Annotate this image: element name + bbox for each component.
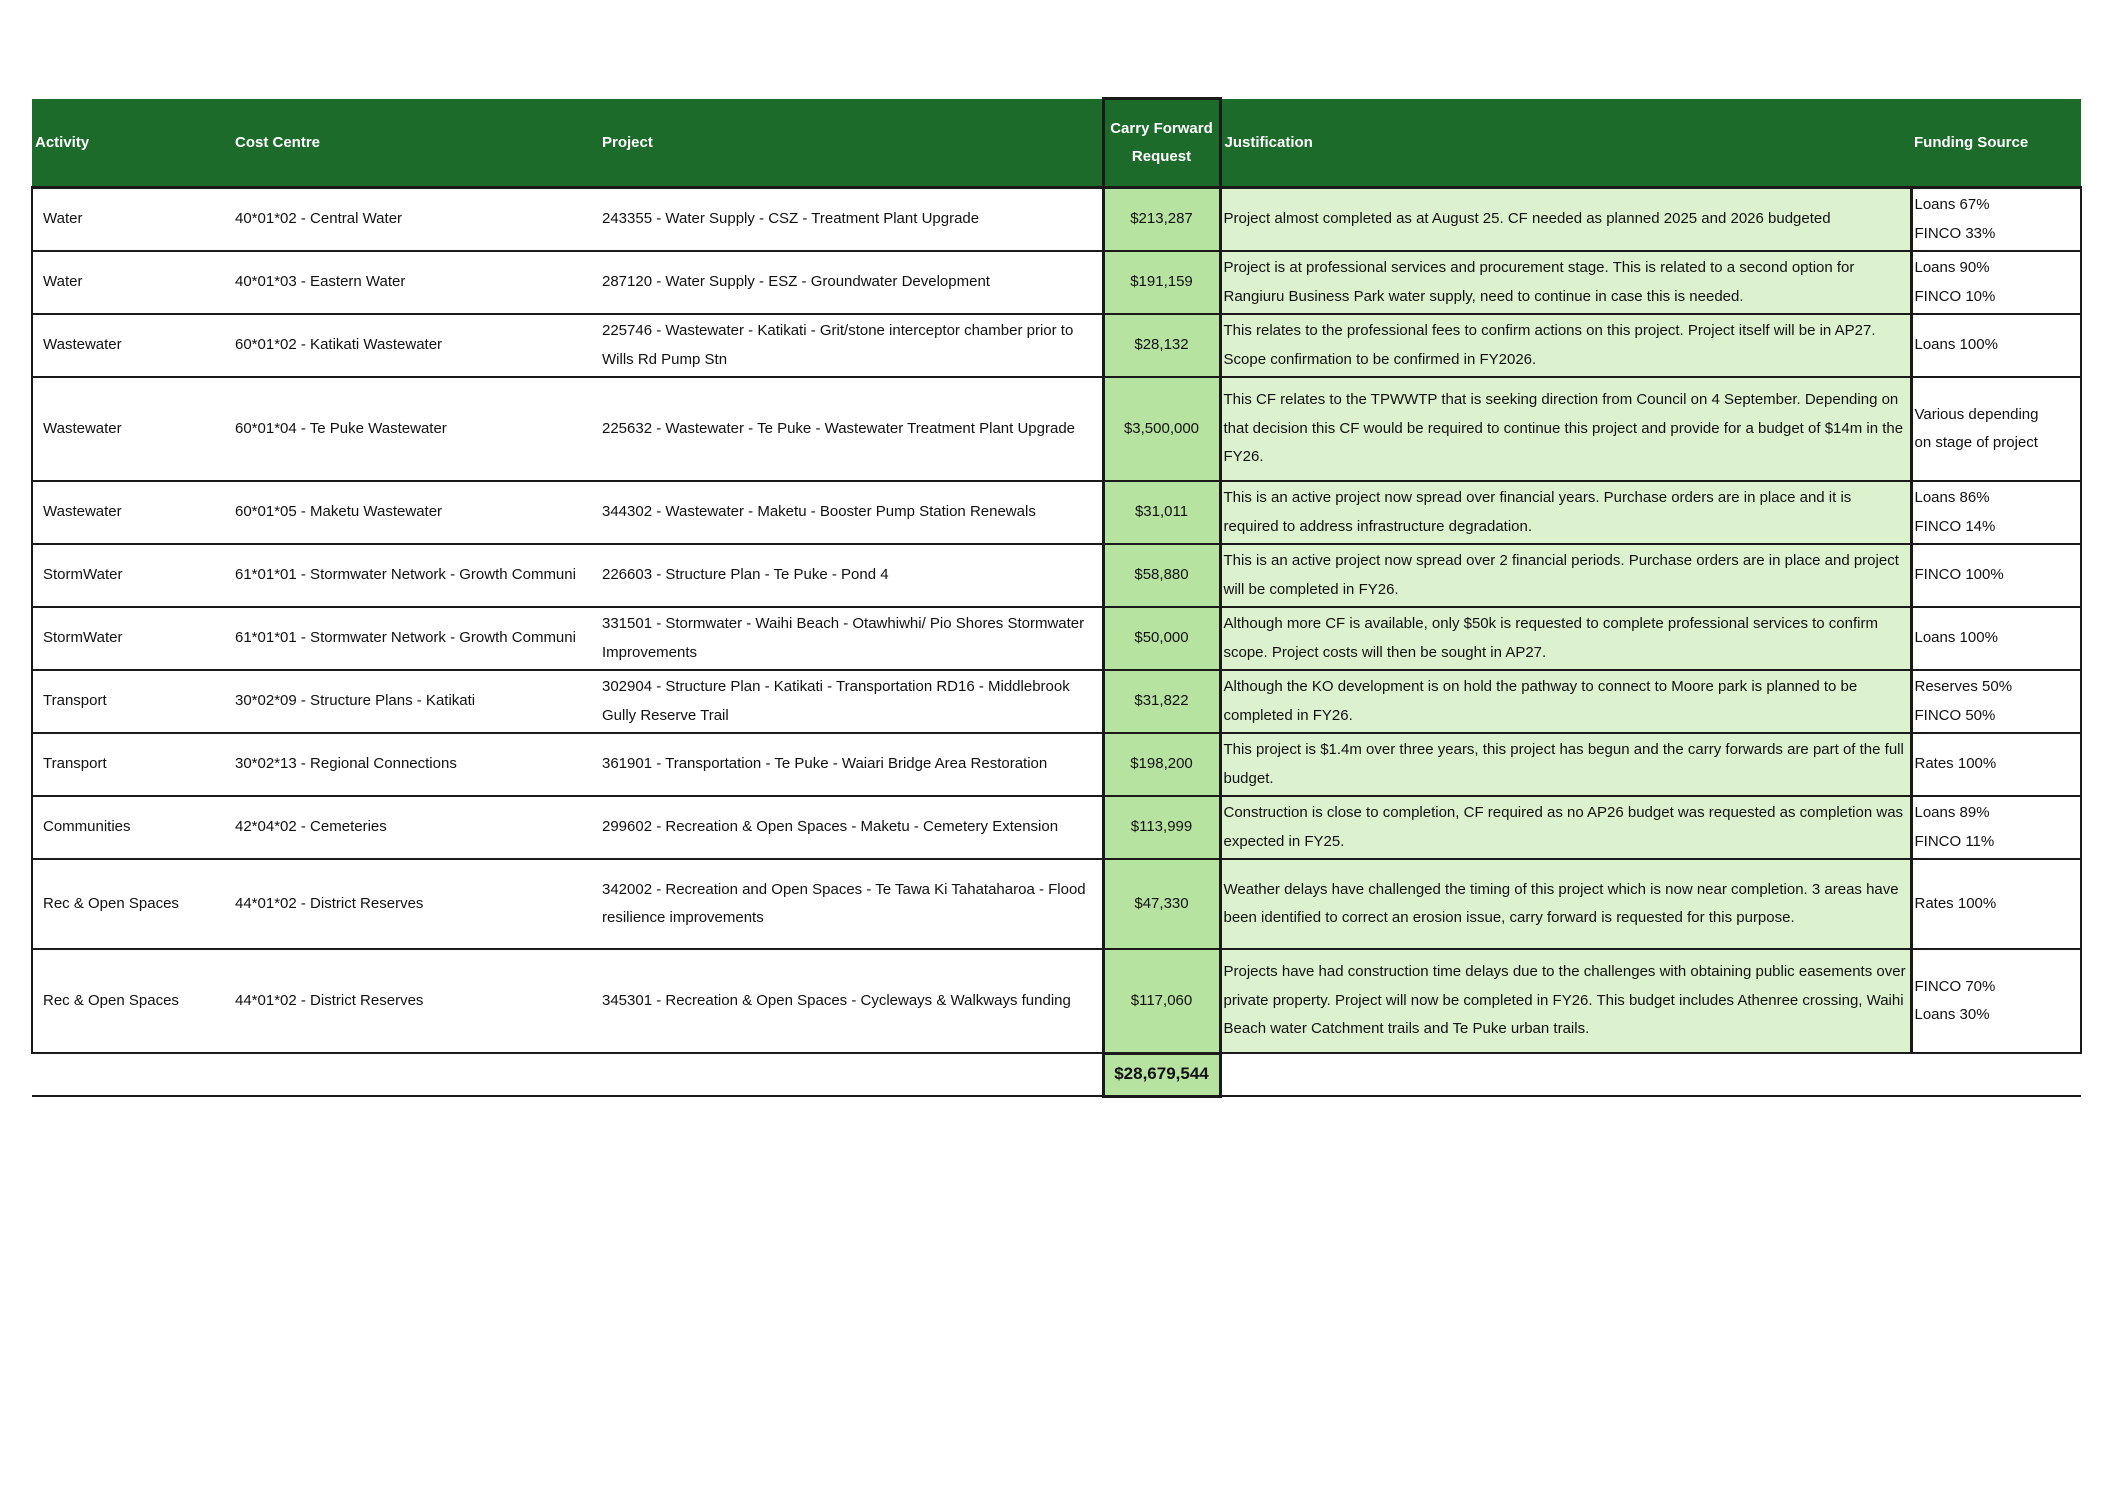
cell-activity: Wastewater — [32, 314, 232, 377]
funding-line: Loans 100% — [1914, 336, 1998, 354]
carry-forward-sheet — [31, 97, 2080, 1098]
cell-carry-forward-amount: $117,060 — [1103, 949, 1220, 1053]
total-amount: $28,679,544 — [1103, 1053, 1220, 1096]
cell-cost-centre: 60*01*02 - Katikati Wastewater — [232, 314, 599, 377]
cell-justification: This is an active project now spread over 2 financial periods. Purchase orders are in place and project will be completed in FY26. — [1220, 544, 1911, 607]
cell-justification: This relates to the professional fees to confirm actions on this project. Project itself will be in AP27. Scope confirmation to be confirmed in FY2026. — [1220, 314, 1911, 377]
cell-carry-forward-amount: $31,822 — [1103, 670, 1220, 733]
cell-funding-source — [1911, 859, 2081, 949]
cell-activity: Rec & Open Spaces — [32, 949, 232, 1053]
funding-line: Rates 100% — [1914, 894, 1997, 912]
cell-justification: Construction is close to completion, CF required as no AP26 budget was requested as completion was expected in FY25. — [1220, 796, 1911, 859]
cell-funding-source — [1911, 314, 2081, 377]
funding-line: Reserves 50% — [1914, 678, 2013, 695]
cell-justification: This project is $1.4m over three years, this project has begun and the carry forwards are part of the full budget. — [1220, 733, 1911, 796]
cell-funding-source — [1911, 188, 2081, 252]
cell-funding-source — [1911, 481, 2081, 544]
cell-cost-centre: 30*02*09 - Structure Plans - Katikati — [232, 670, 599, 733]
header-justification: Justification — [1220, 99, 1911, 188]
header-carry-forward-request — [1103, 99, 1220, 188]
header-row — [32, 99, 2081, 188]
cell-carry-forward-amount: $198,200 — [1103, 733, 1220, 796]
funding-line: FINCO 14% — [1914, 517, 1996, 535]
cell-project: 225746 - Wastewater - Katikati - Grit/stone interceptor chamber prior to Wills Rd Pump Stn — [599, 314, 1103, 377]
cell-activity: Wastewater — [32, 481, 232, 544]
cell-project: 331501 - Stormwater - Waihi Beach - Otawhiwhi/ Pio Shores Stormwater Improvements — [599, 607, 1103, 670]
table-body — [32, 188, 2081, 1097]
cell-funding-source — [1911, 544, 2081, 607]
cell-funding-source — [1911, 733, 2081, 796]
cell-cost-centre: 60*01*05 - Maketu Wastewater — [232, 481, 599, 544]
cell-funding-source — [1911, 670, 2081, 733]
cell-justification: This is an active project now spread over financial years. Purchase orders are in place and it is required to address infrastructure degradation. — [1220, 481, 1911, 544]
funding-line: Loans 89% — [1914, 804, 1990, 821]
funding-line: FINCO 50% — [1914, 706, 1996, 724]
header-cost-centre: Cost Centre — [232, 99, 599, 188]
cell-justification: Although more CF is available, only $50k is requested to complete professional services to confirm scope. Project costs will then be sought in AP27. — [1220, 607, 1911, 670]
cell-justification: Projects have had construction time delays due to the challenges with obtaining public easements over private property. Project will now be completed in FY26. This budget includes Athenree crossing, Waihi Beach water Catchment trails and Te Puke urban trails. — [1220, 949, 1911, 1053]
funding-line: FINCO 11% — [1914, 832, 1995, 850]
cell-cost-centre: 30*02*13 - Regional Connections — [232, 733, 599, 796]
cell-carry-forward-amount: $191,159 — [1103, 251, 1220, 314]
cell-cost-centre: 40*01*02 - Central Water — [232, 188, 599, 252]
cell-project: 345301 - Recreation & Open Spaces - Cycleways & Walkways funding — [599, 949, 1103, 1053]
cell-project: 344302 - Wastewater - Maketu - Booster Pump Station Renewals — [599, 481, 1103, 544]
funding-line: Loans 30% — [1914, 1006, 1990, 1023]
table-row — [32, 796, 2081, 859]
cell-carry-forward-amount: $31,011 — [1103, 481, 1220, 544]
cell-funding-source — [1911, 377, 2081, 481]
table-row — [32, 188, 2081, 252]
header-activity: Activity — [32, 99, 232, 188]
table-row — [32, 607, 2081, 670]
cell-cost-centre: 40*01*03 - Eastern Water — [232, 251, 599, 314]
funding-line: FINCO 33% — [1914, 224, 1996, 242]
header-carry-forward-line2: Request — [1131, 148, 1192, 165]
cell-carry-forward-amount: $213,287 — [1103, 188, 1220, 252]
blank-cell — [32, 1053, 232, 1096]
funding-line: Loans 100% — [1914, 629, 1998, 647]
cell-project: 243355 - Water Supply - CSZ - Treatment Plant Upgrade — [599, 188, 1103, 252]
cell-project: 361901 - Transportation - Te Puke - Waiari Bridge Area Restoration — [599, 733, 1103, 796]
table-row — [32, 481, 2081, 544]
cell-carry-forward-amount: $113,999 — [1103, 796, 1220, 859]
table-row — [32, 949, 2081, 1053]
funding-line: Rates 100% — [1914, 755, 1997, 773]
table-row — [32, 544, 2081, 607]
cell-activity: StormWater — [32, 544, 232, 607]
header-funding-source: Funding Source — [1911, 99, 2081, 188]
cell-activity: Water — [32, 251, 232, 314]
cell-justification: Although the KO development is on hold the pathway to connect to Moore park is planned to be completed in FY26. — [1220, 670, 1911, 733]
cell-funding-source — [1911, 796, 2081, 859]
cell-project: 299602 - Recreation & Open Spaces - Maketu - Cemetery Extension — [599, 796, 1103, 859]
table-row — [32, 314, 2081, 377]
cell-project: 226603 - Structure Plan - Te Puke - Pond 4 — [599, 544, 1103, 607]
total-row — [32, 1053, 2081, 1096]
cell-activity: Wastewater — [32, 377, 232, 481]
blank-cell — [599, 1053, 1103, 1096]
cell-project: 302904 - Structure Plan - Katikati - Transportation RD16 - Middlebrook Gully Reserve Trail — [599, 670, 1103, 733]
cell-carry-forward-amount: $58,880 — [1103, 544, 1220, 607]
cell-justification: Project is at professional services and procurement stage. This is related to a second option for Rangiuru Business Park water supply, need to continue in case this is needed. — [1220, 251, 1911, 314]
funding-line: FINCO 10% — [1914, 287, 1996, 305]
funding-line: FINCO 100% — [1914, 566, 2004, 584]
cell-carry-forward-amount: $50,000 — [1103, 607, 1220, 670]
funding-line: Loans 90% — [1914, 259, 1990, 276]
header-carry-forward-line1: Carry Forward — [1110, 120, 1213, 137]
cell-funding-source — [1911, 607, 2081, 670]
header-project: Project — [599, 99, 1103, 188]
cell-cost-centre: 42*04*02 - Cemeteries — [232, 796, 599, 859]
cell-activity: Water — [32, 188, 232, 252]
table-row — [32, 670, 2081, 733]
blank-cell — [232, 1053, 599, 1096]
table-row — [32, 733, 2081, 796]
funding-line: Various depending — [1914, 405, 2039, 423]
cell-activity: StormWater — [32, 607, 232, 670]
carry-forward-table — [31, 97, 2082, 1098]
funding-line: Loans 67% — [1914, 196, 1990, 213]
blank-cell — [1911, 1053, 2081, 1096]
cell-activity: Rec & Open Spaces — [32, 859, 232, 949]
cell-cost-centre: 60*01*04 - Te Puke Wastewater — [232, 377, 599, 481]
table-row — [32, 377, 2081, 481]
table-row — [32, 251, 2081, 314]
funding-line: on stage of project — [1914, 434, 2038, 451]
cell-funding-source — [1911, 251, 2081, 314]
funding-line: FINCO 70% — [1914, 977, 1996, 995]
cell-funding-source — [1911, 949, 2081, 1053]
blank-cell — [1220, 1053, 1911, 1096]
cell-cost-centre: 44*01*02 - District Reserves — [232, 949, 599, 1053]
cell-activity: Transport — [32, 670, 232, 733]
cell-project: 287120 - Water Supply - ESZ - Groundwater Development — [599, 251, 1103, 314]
cell-carry-forward-amount: $47,330 — [1103, 859, 1220, 949]
cell-cost-centre: 61*01*01 - Stormwater Network - Growth Communi — [232, 607, 599, 670]
funding-line: Loans 86% — [1914, 489, 1990, 506]
cell-activity: Communities — [32, 796, 232, 859]
cell-cost-centre: 61*01*01 - Stormwater Network - Growth Communi — [232, 544, 599, 607]
table-row — [32, 859, 2081, 949]
cell-project: 342002 - Recreation and Open Spaces - Te Tawa Ki Tahataharoa - Flood resilience improvements — [599, 859, 1103, 949]
cell-carry-forward-amount: $28,132 — [1103, 314, 1220, 377]
cell-activity: Transport — [32, 733, 232, 796]
cell-project: 225632 - Wastewater - Te Puke - Wastewater Treatment Plant Upgrade — [599, 377, 1103, 481]
cell-justification: This CF relates to the TPWWTP that is seeking direction from Council on 4 September. Depending on that decision this CF would be required to continue this project and provide for a budget of $14m in the FY26. — [1220, 377, 1911, 481]
cell-justification: Weather delays have challenged the timing of this project which is now near completion. 3 areas have been identified to correct an erosion issue, carry forward is requested for this purpose. — [1220, 859, 1911, 949]
cell-justification: Project almost completed as at August 25. CF needed as planned 2025 and 2026 budgeted — [1220, 188, 1911, 252]
cell-carry-forward-amount: $3,500,000 — [1103, 377, 1220, 481]
cell-cost-centre: 44*01*02 - District Reserves — [232, 859, 599, 949]
